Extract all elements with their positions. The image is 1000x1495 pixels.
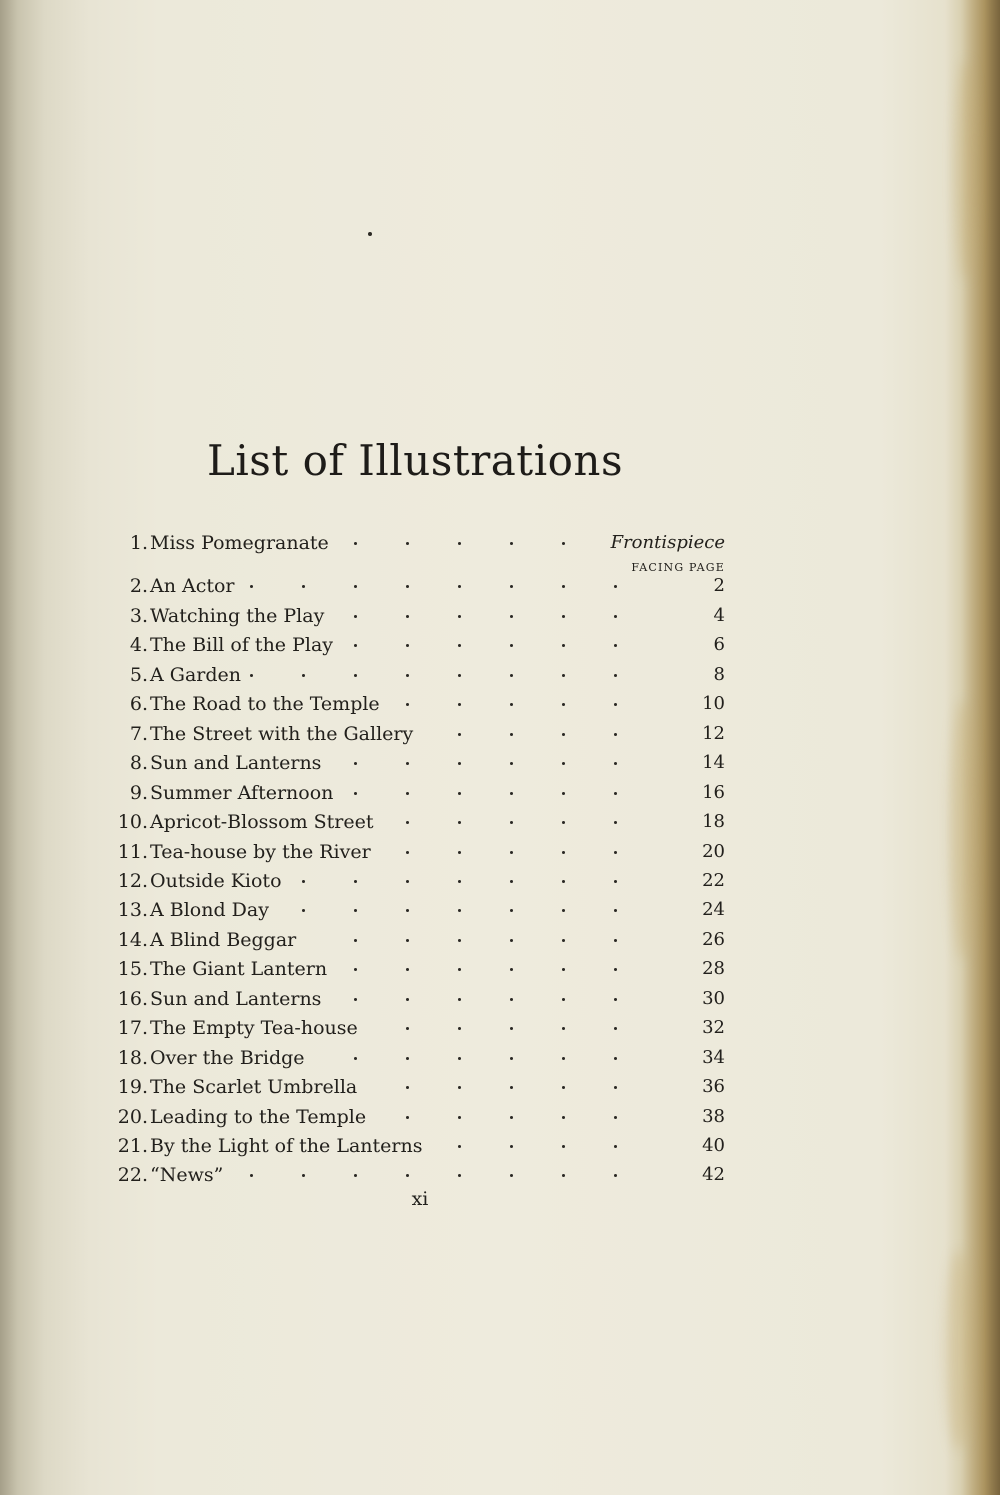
leader-dot [302,880,305,883]
leader-dot [458,792,461,795]
entry-number: 22. [117,1164,148,1187]
leader-dot [406,674,409,677]
entry-title: The Bill of the Play [150,634,334,657]
leader-dot [406,851,409,854]
list-item [110,985,725,1013]
entry-number: 3. [129,604,148,627]
leader-dot [510,542,513,545]
leader-dot [614,703,617,706]
entry-title: “News” [150,1164,224,1187]
entry-page-number: 22 [702,869,725,891]
leader-dot [406,939,409,942]
entry-page-number: 38 [702,1105,725,1127]
entry-title: Outside Kioto [150,869,282,892]
list-item [110,955,725,983]
leader-dot [510,1174,513,1177]
entry-title: A Blind Beggar [150,928,297,951]
dot-leader [250,602,665,630]
list-item [110,1103,725,1131]
leader-dot [562,585,565,588]
leader-dot [562,1174,565,1177]
entry-title: Summer Afternoon [150,781,334,804]
leader-dot [406,1057,409,1060]
leader-dot [614,674,617,677]
list-item [110,720,725,748]
leader-dot [562,939,565,942]
leader-dot [406,762,409,765]
entry-number: 9. [129,781,148,804]
leader-dot [562,1145,565,1148]
list-item [110,690,725,718]
leader-dot [510,821,513,824]
leader-dot [562,733,565,736]
entry-title: The Scarlet Umbrella [150,1076,358,1099]
leader-dot [354,880,357,883]
leader-dot [406,615,409,618]
leader-dot [406,821,409,824]
entry-page-number: 36 [702,1076,725,1098]
entry-number: 13. [117,899,148,922]
entry-title: Miss Pomegranate [150,532,329,554]
entry-number: 12. [117,869,148,892]
leader-dot [302,1174,305,1177]
leader-dot [458,703,461,706]
leader-dot [614,762,617,765]
leader-dot [406,585,409,588]
entry-number: 6. [129,693,148,716]
leader-dot [458,542,461,545]
dot-leader [250,955,665,983]
leader-dot [458,998,461,1001]
leader-dot [510,762,513,765]
leader-dot [250,674,253,677]
entry-page-number: 4 [713,604,725,626]
entry-title: The Empty Tea-house [150,1017,358,1040]
entry-page-number: 30 [702,987,725,1009]
leader-dot [406,909,409,912]
leader-dot [458,880,461,883]
leader-dot [458,585,461,588]
leader-dot [458,909,461,912]
dot-leader [250,867,665,895]
leader-dot [614,939,617,942]
leader-dot [302,674,305,677]
leader-dot [510,1027,513,1030]
list-item [110,808,725,836]
leader-dot [614,998,617,1001]
leader-dot [614,968,617,971]
leader-dot [562,542,565,545]
leader-dot [510,585,513,588]
page-folio: xi [411,1188,429,1210]
leader-dot [562,1116,565,1119]
leader-dot [562,909,565,912]
leader-dot [562,851,565,854]
leader-dot [458,1027,461,1030]
page-title: List of Illustrations [206,436,624,485]
dot-leader [250,572,665,600]
leader-dot [562,703,565,706]
dot-leader [250,661,665,689]
entry-number: 17. [117,1017,148,1040]
leader-dot [510,674,513,677]
leader-dot [458,851,461,854]
leader-dot [250,585,253,588]
leader-dot [562,792,565,795]
leader-dot [458,939,461,942]
leader-dot [510,615,513,618]
leader-dot [354,998,357,1001]
leader-dot [614,851,617,854]
leader-dot [510,1057,513,1060]
entry-page-number: 12 [702,722,725,744]
list-item [110,1073,725,1101]
leader-dot [562,644,565,647]
list-item [110,602,725,630]
leader-dot [354,1174,357,1177]
entry-title: Sun and Lanterns [150,752,322,775]
entry-number: 15. [117,958,148,981]
leader-dot [406,542,409,545]
leader-dot [614,585,617,588]
entry-number: 16. [117,987,148,1010]
entry-page-number: 28 [702,958,725,980]
leader-dot [406,1086,409,1089]
leader-dot [510,792,513,795]
entry-title: By the Light of the Lanterns [150,1135,423,1157]
dot-leader [250,838,665,866]
leader-dot [354,615,357,618]
leader-dot [406,792,409,795]
dot-leader [250,749,665,777]
leader-dot [354,542,357,545]
leader-dot [458,644,461,647]
leader-dot [562,821,565,824]
leader-dot [458,1116,461,1119]
leader-dot [562,615,565,618]
leader-dot [354,1057,357,1060]
list-item [110,1044,725,1072]
entry-page-number: 20 [702,840,725,862]
entry-page-number: 10 [702,693,725,715]
leader-dot [354,909,357,912]
leader-dot [458,821,461,824]
leader-dot [354,644,357,647]
leader-dot [458,1145,461,1148]
leader-dot [458,762,461,765]
leader-dot [510,1116,513,1119]
leader-dot [458,1174,461,1177]
leader-dot [562,1027,565,1030]
leader-dot [614,1145,617,1148]
entry-page-number: 18 [702,811,725,833]
leader-dot [510,703,513,706]
dot-leader [250,1014,665,1042]
leader-dot [510,644,513,647]
entry-title: Leading to the Temple [150,1105,367,1128]
dot-leader [250,631,665,659]
list-item [110,896,725,924]
list-item [110,1161,725,1189]
entry-number: 21. [117,1135,148,1157]
leader-dot [562,1057,565,1060]
entry-number: 11. [117,840,148,863]
entry-page-number: 8 [713,663,725,685]
dot-leader [250,529,665,557]
dot-leader [250,926,665,954]
leader-dot [562,674,565,677]
leader-dot [510,1086,513,1089]
entry-title: An Actor [150,575,235,598]
leader-dot [510,1145,513,1148]
list-item [110,661,725,689]
leader-dot [510,733,513,736]
leader-dot [562,1086,565,1089]
leader-dot [302,909,305,912]
leader-dot [406,998,409,1001]
leader-dot [510,939,513,942]
entry-page-number: 14 [702,752,725,774]
leader-dot [562,762,565,765]
entry-page-number: 40 [702,1135,725,1156]
entry-page-number: 42 [702,1164,725,1186]
leader-dot [250,1174,253,1177]
leader-dot [614,792,617,795]
dot-leader [250,1073,665,1101]
entry-number: 5. [129,663,148,686]
entry-page-number: 32 [702,1017,725,1039]
leader-dot [406,1116,409,1119]
leader-dot [406,968,409,971]
list-item [110,529,725,557]
entry-title: Sun and Lanterns [150,987,322,1010]
list-item [110,1132,725,1160]
leader-dot [354,792,357,795]
dot-leader [250,1044,665,1072]
list-item [110,779,725,807]
entry-number: 1. [129,532,148,554]
leader-dot [354,585,357,588]
leader-dot [510,880,513,883]
leader-dot [510,968,513,971]
leader-dot [614,1086,617,1089]
leader-dot [406,880,409,883]
dot-leader [250,1132,665,1160]
leader-dot [614,1027,617,1030]
leader-dot [614,909,617,912]
leader-dot [354,762,357,765]
dot-leader [250,779,665,807]
leader-dot [458,733,461,736]
entry-title: Tea-house by the River [150,840,371,863]
leader-dot [614,1116,617,1119]
leader-dot [406,703,409,706]
leader-dot [406,1174,409,1177]
leader-dot [562,880,565,883]
list-item [110,838,725,866]
entry-title: The Giant Lantern [150,958,328,981]
list-item [110,572,725,600]
entry-number: 8. [129,752,148,775]
entry-page-number: 24 [702,899,725,921]
leader-dot [510,851,513,854]
dot-leader [250,720,665,748]
entry-page-number: Frontispiece [610,532,725,553]
leader-dot [354,939,357,942]
leader-dot [614,821,617,824]
leader-dot [458,1057,461,1060]
leader-dot [614,1174,617,1177]
entry-number: 14. [117,928,148,951]
dot-leader [250,808,665,836]
leader-dot [354,674,357,677]
entry-title: The Road to the Temple [150,693,380,716]
entry-title: Watching the Play [150,604,325,627]
leader-dot [302,585,305,588]
entry-number: 7. [129,722,148,745]
entry-number: 4. [129,634,148,657]
leader-dot [562,968,565,971]
leader-dot [614,880,617,883]
leader-dot [458,674,461,677]
dot-leader [250,896,665,924]
entry-number: 18. [117,1046,148,1069]
entry-page-number: 2 [713,575,725,597]
list-item [110,631,725,659]
entry-page-number: 34 [702,1046,725,1068]
leader-dot [458,968,461,971]
leader-dot [614,733,617,736]
dot-leader [250,1103,665,1131]
leader-dot [562,998,565,1001]
list-item [110,1014,725,1042]
entry-title: A Garden [150,663,241,686]
dot-leader [250,690,665,718]
leader-dot [406,1027,409,1030]
entry-page-number: 26 [702,928,725,950]
entry-number: 20. [117,1105,148,1128]
leader-dot [406,644,409,647]
entry-page-number: 16 [702,781,725,803]
leader-dot [614,1057,617,1060]
leader-dot [354,968,357,971]
entry-title: A Blond Day [150,899,269,922]
list-item [110,867,725,895]
entry-page-number: 6 [713,634,725,656]
entry-number: 19. [117,1076,148,1099]
leader-dot [458,1086,461,1089]
leader-dot [510,909,513,912]
leader-dot [458,615,461,618]
leader-dot [614,644,617,647]
entry-title: Over the Bridge [150,1046,305,1069]
entry-title: Apricot-Blossom Street [150,811,374,834]
dot-leader [250,1161,665,1189]
facing-page-label: FACING PAGE [631,561,725,574]
leader-dot [510,998,513,1001]
list-item [110,926,725,954]
entry-number: 2. [129,575,148,598]
dot-leader [250,985,665,1013]
list-item [110,749,725,777]
leader-dot [614,615,617,618]
entry-title: The Street with the Gallery [150,722,414,745]
entry-number: 10. [117,811,148,834]
